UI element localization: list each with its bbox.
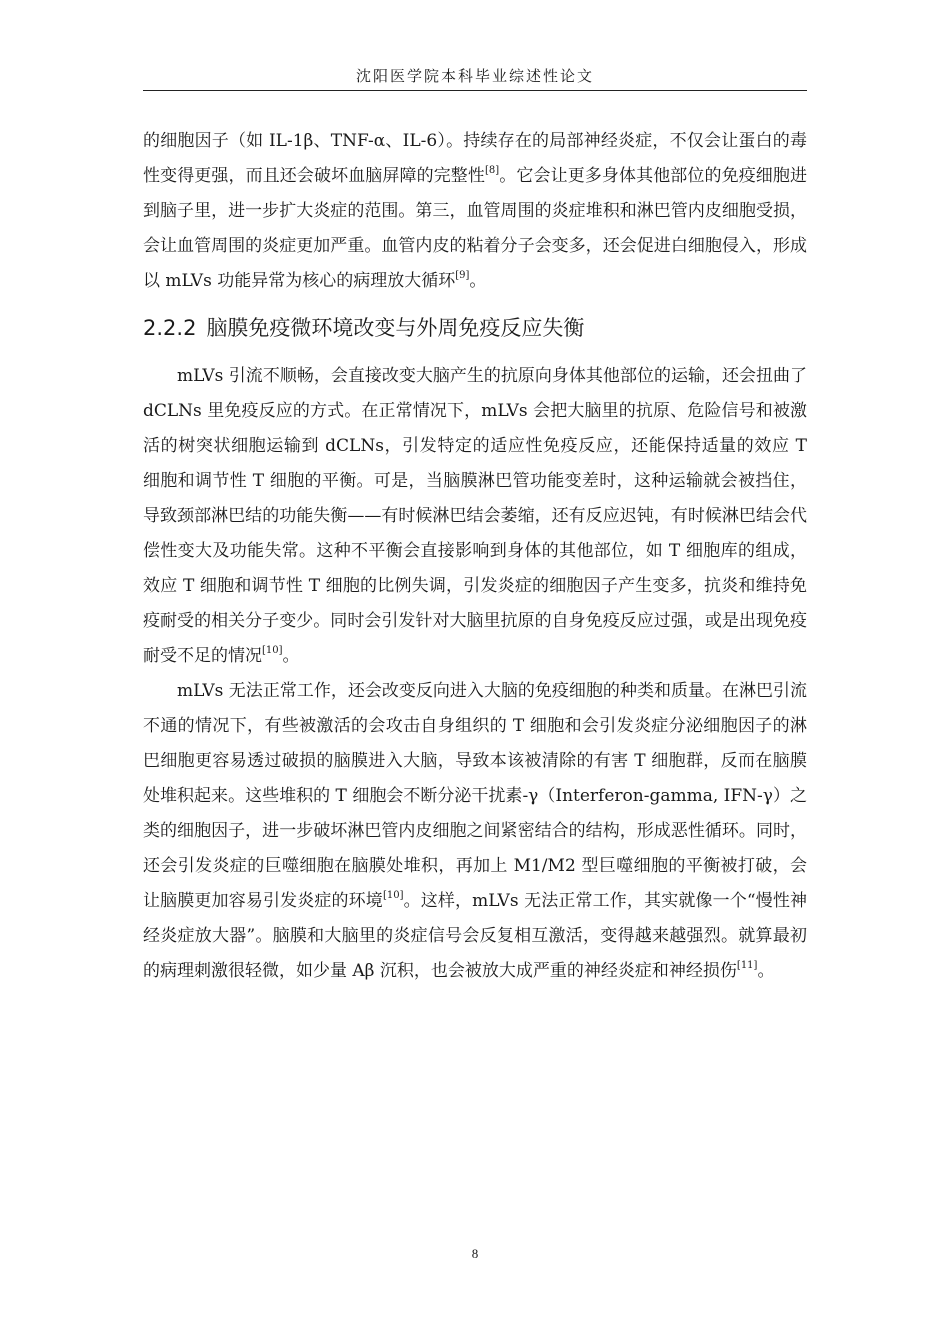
paragraph-text: 。 [282,646,300,666]
paragraph-text: 。它会让更多身体其他部位的免疫细胞进到脑子里，进一步扩大炎症的范围。第三，血管周围的炎症堆积和淋巴管内皮细胞受损，会让血管周围的炎症更加严重。血管内皮的粘着分子会变多，还会促进白细胞侵入，形成以 mLVs 功能异常为核心的病理放大循环 [143,166,808,291]
paragraph-text: 。这样，mLVs 无法正常工作，其实就像一个“慢性神经炎症放大器”。脑膜和大脑里的炎症信号会反复相互激活，变得越来越强烈。就算最初的病理刺激很轻微，如少量 Aβ 沉积，也会被放大成严重的神经炎症和神经损伤 [143,891,807,981]
running-header [143,62,807,91]
page-number: 8 [471,1246,479,1261]
paragraph-continued [143,124,807,299]
citation-ref[interactable]: [9] [455,270,470,281]
section-heading [143,309,807,347]
citation-ref[interactable]: [10] [382,890,404,901]
section-title: 脑膜免疫微环境改变与外周免疫反应失衡 [206,316,585,340]
paragraph-text: mLVs 无法正常工作，还会改变反向进入大脑的免疫细胞的种类和质量。在淋巴引流不通的情况下，有些被激活的会攻击自身组织的 T 细胞和会引发炎症分泌细胞因子的淋巴细胞更容易透过破损的脑膜进入大脑，导致本该被清除的有害 T 细胞群，反而在脑膜处堆积起来。这些堆积的 T 细胞会不断分泌干扰素-γ（Interferon-gamma, IFN-γ）之类的细胞因子，进一步破坏淋巴管内皮细胞之间紧密结合的结构，形成恶性循环。同时，还会引发炎症的巨噬细胞在脑膜处堆积，再加上 M1/M2 型巨噬细胞的平衡被打破，会让脑膜更加容易引发炎症的环境 [143,681,807,911]
article-body [143,124,807,989]
paragraph [143,674,807,989]
running-header-title: 沈阳医学院本科毕业综述性论文 [355,67,594,85]
paragraph-text: 。 [469,271,487,291]
paragraph-text: 。 [757,961,775,981]
paragraph-text: mLVs 引流不顺畅，会直接改变大脑产生的抗原向身体其他部位的运输，还会扭曲了 dCLNs 里免疫反应的方式。在正常情况下，mLVs 会把大脑里的抗原、危险信号和被激活的树突状细胞运输到 dCLNs，引发特定的适应性免疫反应，还能保持适量的效应 T 细胞和调节性 T 细胞的平衡。可是，当脑膜淋巴管功能变差时，这种运输就会被挡住，导致颈部淋巴结的功能失衡——有时候淋巴结会萎缩，还有反应迟钝，有时候淋巴结会代偿性变大及功能失常。这种不平衡会直接影响到身体的其他部位，如 T 细胞库的组成，效应 T 细胞和调节性 T 细胞的比例失调，引发炎症的细胞因子产生变多，抗炎和维持免疫耐受的相关分子变少。同时会引发针对大脑里抗原的自身免疫反应过强，或是出现免疫耐受不足的情况 [143,366,807,666]
paragraph [143,359,807,674]
citation-ref[interactable]: [11] [736,960,758,971]
citation-ref[interactable]: [8] [485,165,500,176]
paragraph-text: 的细胞因子（如 IL-1β、TNF-α、IL-6）。持续存在的局部神经炎症，不仅会让蛋白的毒性变得更强，而且还会破坏血脑屏障的完整性 [143,131,807,186]
citation-ref[interactable]: [10] [262,645,283,656]
section-number: 2.2.2 [143,316,197,340]
